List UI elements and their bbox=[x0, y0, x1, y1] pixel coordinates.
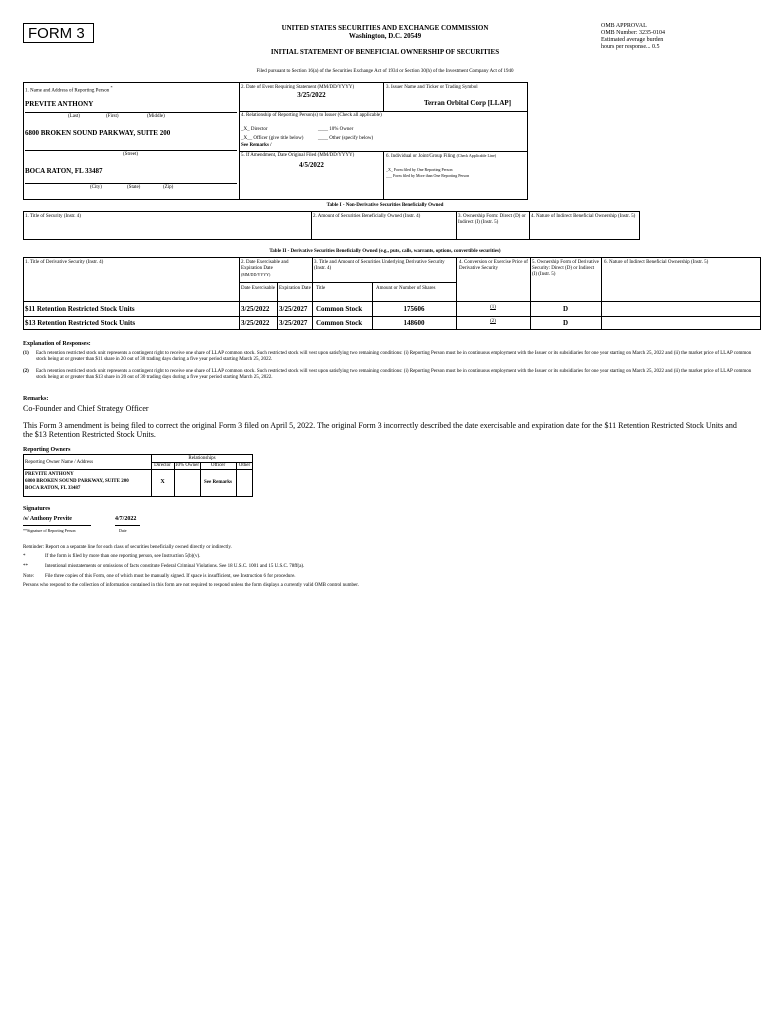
row2-amount: 148600 bbox=[403, 319, 425, 327]
omb-line: OMB APPROVAL bbox=[601, 23, 647, 29]
reporting-person-street: 6800 BROKEN SOUND PARKWAY, SUITE 200 bbox=[25, 129, 171, 137]
owner-officer-value: See Remarks bbox=[204, 480, 232, 485]
footnote-text: File three copies of this Form, one of which must be manually signed. If space is insufficient, see Instruction 6 for procedure. bbox=[45, 574, 296, 579]
form-title: INITIAL STATEMENT OF BENEFICIAL OWNERSHIP OF SECURITIES bbox=[270, 48, 500, 56]
box1-label: 1. Name and Address of Reporting Person * bbox=[25, 85, 113, 94]
explanation-title: Explanation of Responses: bbox=[23, 341, 91, 347]
reminder: Reminder: Report on a separate line for each class of securities beneficially owned directly or indirectly. bbox=[23, 545, 232, 550]
owners-relationships-header: Relationships bbox=[188, 456, 216, 461]
box3-label: 3. Issuer Name and Ticker or Trading Symbol bbox=[386, 85, 478, 90]
footnote-text: If the form is filed by more than one reporting person, see Instruction 5(b)(v). bbox=[45, 554, 201, 559]
footnote-1-text: Each retention restricted stock unit represents a contingent right to receive one share of LLAP common stock. Such restricted stock will vest upon satisfying two remaining conditions: (i) Reporting Person must be in continuous employment with the Issuer or its subsidiaries for one year starting on March 25, 2022 and (ii) the market price of LLAP common stock being at or greater than $11 share in 20 out of 30 trading days during a five year period starting March 25, 2022. bbox=[36, 351, 752, 362]
table2-col3-header: 3. Title and Amount of Securities Underlying Derivative Security (Instr. 4) bbox=[314, 260, 445, 271]
other-check[interactable]: ____ Other (specify below) bbox=[318, 136, 374, 141]
row1-price-footnote[interactable]: (1) bbox=[490, 305, 496, 310]
footnote-2-number: (2) bbox=[23, 369, 29, 374]
table2-col4-header: 4. Conversion or Exercise Price of Derivative Security bbox=[459, 260, 528, 271]
table2-col3a-header: Title bbox=[316, 286, 326, 291]
reporting-person-city: BOCA RATON, FL 33487 bbox=[25, 167, 103, 175]
agency-location: Washington, D.C. 20549 bbox=[348, 32, 422, 40]
remarks-line2: This Form 3 amendment is being filed to correct the original Form 3 filed on April 5, 2022. The original Form 3 incorrectly described the date exercisable and expiration date for the $11 Retention Restricted Stock Units and the $13 Retention Restricted Stock Units. bbox=[23, 421, 737, 439]
name-caption-last: (Last) bbox=[68, 114, 80, 119]
row2-security-title: $13 Retention Restricted Stock Units bbox=[25, 319, 136, 327]
box6-label-note: (Check Applicable Line) bbox=[456, 153, 497, 158]
agency-name: UNITED STATES SECURITIES AND EXCHANGE COMMISSION bbox=[281, 24, 489, 32]
footnote-mark: * bbox=[23, 554, 26, 559]
row1-date-exercisable: 3/25/2022 bbox=[241, 305, 270, 313]
signature-date: 4/7/2022 bbox=[115, 516, 137, 522]
owner-name-line: PREVITE ANTHONY bbox=[25, 472, 74, 477]
table1-col3-header: 3. Ownership Form: Direct (D) or Indirect (I) (Instr. 5) bbox=[458, 214, 526, 225]
officer-title: See Remarks / bbox=[241, 143, 272, 148]
omb-control-notice: Persons who respond to the collection of information contained in this form are not required to respond unless the form displays a currently valid OMB control number. bbox=[23, 583, 359, 588]
row1-underlying-title: Common Stock bbox=[316, 305, 363, 313]
footnote-1-number: (1) bbox=[23, 351, 29, 356]
owner-director-value: X bbox=[160, 479, 165, 485]
state-caption: (State) bbox=[127, 185, 141, 190]
table2-col2-header: 2. Date Exercisable and Expiration Date (MM/DD/YYYY) bbox=[241, 260, 289, 277]
row2-ownership-form: D bbox=[562, 319, 569, 327]
signer-name: /s/ Anthony Previte bbox=[23, 516, 72, 522]
box6-label: 6. Individual or Joint/Group Filing (Check Applicable Line) bbox=[386, 153, 497, 159]
table1-col2-header: 2. Amount of Securities Beneficially Owned (Instr. 4) bbox=[313, 214, 421, 219]
date-caption: Date bbox=[119, 528, 127, 533]
city-caption: (City) bbox=[90, 185, 102, 190]
name-caption-first: (First) bbox=[106, 114, 119, 119]
box5-label: 5. If Amendment, Date Original Filed (MM/DD/YYYY) bbox=[241, 153, 355, 158]
table2-col6-header: 6. Nature of Indirect Beneficial Ownership (Instr. 5) bbox=[604, 260, 709, 265]
table2-col3b-header: Amount or Number of Shares bbox=[376, 286, 436, 291]
box1-label-mark: * bbox=[110, 85, 113, 90]
omb-line: OMB Number: 3235-0104 bbox=[601, 30, 665, 36]
box4-label: 4. Relationship of Reporting Person(s) to Issuer (Check all applicable) bbox=[241, 113, 382, 118]
table2-col5-header: 5. Ownership Form of Derivative Security: Direct (D) or Indirect (I) (Instr. 5) bbox=[532, 260, 599, 277]
row2-date-exercisable: 3/25/2022 bbox=[241, 319, 270, 327]
owners-10pct-header: 10% Owner bbox=[174, 463, 200, 468]
signer-caption: **Signature of Reporting Person bbox=[23, 528, 76, 533]
filed-pursuant: Filed pursuant to Section 16(a) of the Securities Exchange Act of 1934 or Section 30(h) of the Investment Company Act of 1940 bbox=[256, 69, 514, 74]
remarks-line1: Co-Founder and Chief Strategy Officer bbox=[23, 404, 149, 413]
zip-caption: (Zip) bbox=[163, 185, 174, 190]
street-caption: (Street) bbox=[123, 152, 138, 157]
table2-col1-header: 1. Title of Derivative Security (Instr. 4) bbox=[25, 260, 104, 265]
table2-col2-subheader: (MM/DD/YYYY) bbox=[241, 272, 271, 277]
event-date: 3/25/2022 bbox=[297, 91, 326, 99]
issuer-name: Terran Orbital Corp [LLAP] bbox=[424, 99, 512, 107]
footnote-text: Intentional misstatements or omissions of facts constitute Federal Criminal Violations. See 18 U.S.C. 1001 and 15 U.S.C. 78ff(a). bbox=[45, 564, 305, 569]
original-filed-date: 4/5/2022 bbox=[299, 161, 324, 169]
owner-city-line: BOCA RATON, FL 33487 bbox=[25, 486, 81, 491]
owners-officer-header: Officer bbox=[210, 463, 226, 468]
row1-expiration-date: 3/25/2027 bbox=[279, 305, 308, 313]
row2-underlying-title: Common Stock bbox=[316, 319, 363, 327]
signatures-title: Signatures bbox=[23, 506, 51, 512]
footnote-2-text: Each retention restricted stock unit represents a contingent right to receive one share of LLAP common stock. Such restricted stock will vest upon satisfying two remaining conditions: (i) Reporting Person must be in continuous employment with the Issuer or its subsidiaries for one year starting on March 25, 2022 and (ii) the market price of LLAP common stock being at or greater than $13 share in 20 out of 30 trading days during a five year period starting March 25, 2022. bbox=[36, 369, 752, 380]
owner-address-line: 6800 BROKEN SOUND PARKWAY, SUITE 200 bbox=[25, 479, 129, 484]
form-label-box bbox=[23, 23, 94, 43]
row1-amount: 175606 bbox=[403, 305, 425, 313]
row2-expiration-date: 3/25/2027 bbox=[279, 319, 308, 327]
owners-name-header: Reporting Owner Name / Address bbox=[25, 460, 94, 465]
omb-approval bbox=[601, 23, 751, 51]
box2-label: 2. Date of Event Requiring Statement (MM/DD/YYYY) bbox=[241, 85, 355, 90]
officer-check[interactable]: _X__ Officer (give title below) bbox=[241, 136, 304, 141]
row1-ownership-form: D bbox=[562, 305, 569, 313]
omb-line: Estimated average burden bbox=[601, 37, 664, 43]
table1-col4-header: 4. Nature of Indirect Beneficial Ownership (Instr. 5) bbox=[531, 214, 636, 219]
table2-col2b-header: Expiration Date bbox=[279, 286, 311, 291]
owners-other-header: Other bbox=[238, 463, 251, 468]
owners-director-header: Director bbox=[154, 463, 171, 468]
row1-security-title: $11 Retention Restricted Stock Units bbox=[25, 305, 135, 313]
name-caption-middle: (Middle) bbox=[147, 114, 165, 119]
remarks-title: Remarks: bbox=[23, 396, 49, 402]
director-check[interactable]: _X_ Director bbox=[241, 127, 268, 132]
footnote-mark: ** bbox=[23, 564, 28, 569]
owners-title: Reporting Owners bbox=[23, 447, 71, 453]
form-label: FORM 3 bbox=[28, 25, 85, 42]
footnote-mark: Note: bbox=[23, 574, 35, 579]
more-persons-check[interactable]: ___ Form filed by More than One Reporting Person bbox=[386, 173, 470, 178]
table2-col2a-header: Date Exercisable bbox=[241, 286, 276, 291]
table1-col1-header: 1. Title of Security (Instr. 4) bbox=[25, 214, 81, 219]
omb-line: hours per response... 0.5 bbox=[601, 44, 660, 50]
row2-price-footnote[interactable]: (2) bbox=[490, 319, 496, 324]
one-person-check[interactable]: _X_ Form filed by One Reporting Person bbox=[386, 167, 453, 172]
owner10-check[interactable]: ____ 10% Owner bbox=[318, 127, 354, 132]
reporting-person-name: PREVITE ANTHONY bbox=[25, 100, 94, 108]
table1-title: Table I - Non-Derivative Securities Beneficially Owned bbox=[326, 203, 444, 208]
table2-title: Table II - Derivative Securities Beneficially Owned (e.g., puts, calls, warrants, options, convertible securities) bbox=[269, 249, 501, 254]
